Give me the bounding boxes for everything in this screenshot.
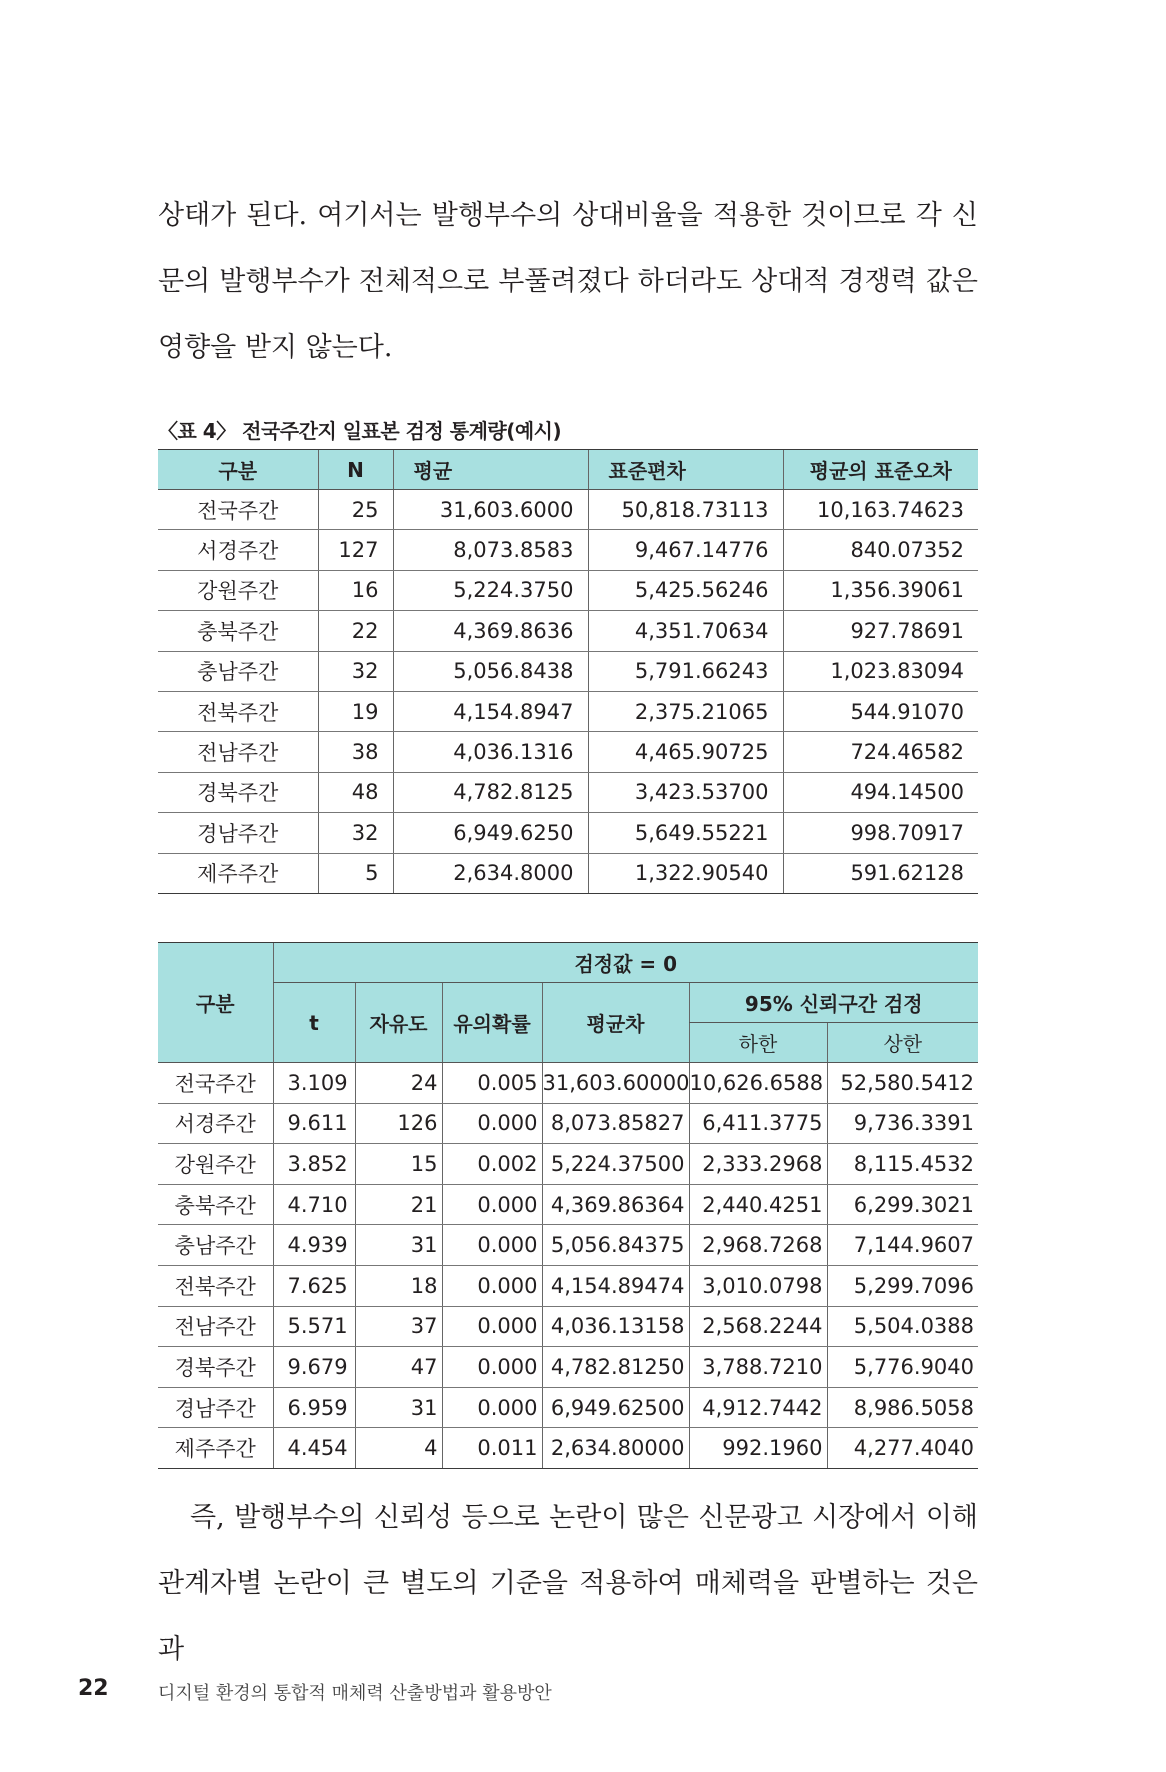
table-cell: 8,115.4532 bbox=[827, 1144, 978, 1185]
table-cell: 0.000 bbox=[442, 1184, 542, 1225]
table-cell: 2,333.2968 bbox=[689, 1144, 827, 1185]
table-cell: 경북주간 bbox=[158, 1347, 273, 1388]
table-cell: 5 bbox=[318, 853, 393, 893]
table-cell: 4,036.13158 bbox=[542, 1306, 689, 1347]
ttest-table bbox=[158, 942, 978, 1469]
table-cell: 4,782.81250 bbox=[542, 1347, 689, 1388]
table-cell: 840.07352 bbox=[783, 530, 978, 570]
table-cell: 4.454 bbox=[273, 1428, 355, 1469]
table-cell: 1,356.39061 bbox=[783, 570, 978, 610]
table-cell: 37 bbox=[355, 1306, 442, 1347]
table-cell: 강원주간 bbox=[158, 570, 318, 610]
table-cell: 8,073.85827 bbox=[542, 1103, 689, 1144]
header-se: 평균의 표준오차 bbox=[783, 450, 978, 490]
table-cell: 0.000 bbox=[442, 1265, 542, 1306]
table-row bbox=[158, 570, 978, 610]
table-cell: 15 bbox=[355, 1144, 442, 1185]
table-cell: 4,912.7442 bbox=[689, 1387, 827, 1428]
table-cell: 3.852 bbox=[273, 1144, 355, 1185]
table-cell: 5,224.3750 bbox=[393, 570, 588, 610]
table-row bbox=[158, 530, 978, 570]
table-cell: 충남주간 bbox=[158, 1225, 273, 1266]
table-cell: 7,144.9607 bbox=[827, 1225, 978, 1266]
table-cell: 24 bbox=[355, 1063, 442, 1104]
table-cell: 충북주간 bbox=[158, 1184, 273, 1225]
table-cell: 992.1960 bbox=[689, 1428, 827, 1469]
table-cell: 2,568.2244 bbox=[689, 1306, 827, 1347]
table-cell: 25 bbox=[318, 490, 393, 530]
table-cell: 3.109 bbox=[273, 1063, 355, 1104]
table-row bbox=[158, 1063, 978, 1104]
table-cell: 494.14500 bbox=[783, 772, 978, 812]
table-cell: 0.000 bbox=[442, 1103, 542, 1144]
header-n: N bbox=[318, 450, 393, 490]
table-cell: 2,375.21065 bbox=[588, 691, 783, 731]
table-cell: 31,603.6000 bbox=[393, 490, 588, 530]
header-test-value: 검정값 = 0 bbox=[273, 943, 978, 983]
table-cell: 5,776.9040 bbox=[827, 1347, 978, 1388]
table-cell: 4,036.1316 bbox=[393, 732, 588, 772]
table-cell: 6,949.6250 bbox=[393, 813, 588, 853]
table-cell: 0.005 bbox=[442, 1063, 542, 1104]
table-cell: 4,154.8947 bbox=[393, 691, 588, 731]
table-cell: 5,224.37500 bbox=[542, 1144, 689, 1185]
table-row bbox=[158, 490, 978, 530]
table-caption: 〈표 4〉 전국주간지 일표본 검정 통계량(예시) bbox=[158, 419, 562, 443]
table-cell: 4,154.89474 bbox=[542, 1265, 689, 1306]
table-cell: 4.939 bbox=[273, 1225, 355, 1266]
header-sd: 표준편차 bbox=[588, 450, 783, 490]
table-row bbox=[158, 813, 978, 853]
table-row bbox=[158, 853, 978, 893]
table-cell: 10,163.74623 bbox=[783, 490, 978, 530]
header-lower: 하한 bbox=[689, 1023, 827, 1063]
table-cell: 127 bbox=[318, 530, 393, 570]
table-cell: 9,736.3391 bbox=[827, 1103, 978, 1144]
table-cell: 충북주간 bbox=[158, 611, 318, 651]
table-row bbox=[158, 611, 978, 651]
body-paragraph-2: 즉, 발행부수의 신뢰성 등으로 논란이 많은 신문광고 시장에서 이해관계자별 논란이 큰 별도의 기준을 적용하여 매체력을 판별하는 것은 과 bbox=[158, 1502, 978, 1665]
table-cell: 591.62128 bbox=[783, 853, 978, 893]
table-cell: 0.000 bbox=[442, 1306, 542, 1347]
table-cell: 4,369.8636 bbox=[393, 611, 588, 651]
table-cell: 5,791.66243 bbox=[588, 651, 783, 691]
table-cell: 31,603.60000 bbox=[542, 1063, 689, 1104]
table-row bbox=[158, 1306, 978, 1347]
table-row bbox=[158, 1265, 978, 1306]
table-row bbox=[158, 691, 978, 731]
header-mean: 평균 bbox=[393, 450, 588, 490]
table-row bbox=[158, 1225, 978, 1266]
table-cell: 9.679 bbox=[273, 1347, 355, 1388]
table-cell: 경남주간 bbox=[158, 1387, 273, 1428]
table-cell: 1,023.83094 bbox=[783, 651, 978, 691]
table-cell: 7.625 bbox=[273, 1265, 355, 1306]
table-header-row bbox=[158, 983, 978, 1023]
table-cell: 경남주간 bbox=[158, 813, 318, 853]
table-cell: 5.571 bbox=[273, 1306, 355, 1347]
table-cell: 서경주간 bbox=[158, 1103, 273, 1144]
header-t: t bbox=[273, 983, 355, 1063]
running-title: 디지털 환경의 통합적 매체력 산출방법과 활용방안 bbox=[158, 1683, 552, 1704]
table-cell: 47 bbox=[355, 1347, 442, 1388]
table-cell: 2,440.4251 bbox=[689, 1184, 827, 1225]
table-cell: 제주주간 bbox=[158, 853, 318, 893]
table-cell: 8,986.5058 bbox=[827, 1387, 978, 1428]
table-row bbox=[158, 1428, 978, 1469]
table-cell: 4,369.86364 bbox=[542, 1184, 689, 1225]
table-cell: 경북주간 bbox=[158, 772, 318, 812]
table-cell: 강원주간 bbox=[158, 1144, 273, 1185]
table-cell: 32 bbox=[318, 651, 393, 691]
table-cell: 38 bbox=[318, 732, 393, 772]
table-cell: 126 bbox=[355, 1103, 442, 1144]
table-cell: 9,467.14776 bbox=[588, 530, 783, 570]
table-cell: 전북주간 bbox=[158, 691, 318, 731]
table-cell: 1,322.90540 bbox=[588, 853, 783, 893]
table-cell: 5,504.0388 bbox=[827, 1306, 978, 1347]
table-cell: 52,580.5412 bbox=[827, 1063, 978, 1104]
table-cell: 전북주간 bbox=[158, 1265, 273, 1306]
table-cell: 10,626.6588 bbox=[689, 1063, 827, 1104]
table-cell: 5,299.7096 bbox=[827, 1265, 978, 1306]
table-header-row bbox=[158, 943, 978, 983]
table-cell: 5,649.55221 bbox=[588, 813, 783, 853]
table-cell: 18 bbox=[355, 1265, 442, 1306]
table-cell: 5,056.84375 bbox=[542, 1225, 689, 1266]
table-cell: 전국주간 bbox=[158, 490, 318, 530]
table-cell: 48 bbox=[318, 772, 393, 812]
table-cell: 6.959 bbox=[273, 1387, 355, 1428]
table-cell: 3,010.0798 bbox=[689, 1265, 827, 1306]
table-cell: 0.000 bbox=[442, 1387, 542, 1428]
table-cell: 6,299.3021 bbox=[827, 1184, 978, 1225]
table-cell: 2,968.7268 bbox=[689, 1225, 827, 1266]
table-cell: 전국주간 bbox=[158, 1063, 273, 1104]
table-cell: 4,277.4040 bbox=[827, 1428, 978, 1469]
table-cell: 4.710 bbox=[273, 1184, 355, 1225]
table-cell: 4,782.8125 bbox=[393, 772, 588, 812]
table-cell: 4 bbox=[355, 1428, 442, 1469]
table-header-row bbox=[158, 450, 978, 490]
table-row bbox=[158, 772, 978, 812]
table-cell: 19 bbox=[318, 691, 393, 731]
table-cell: 전남주간 bbox=[158, 1306, 273, 1347]
header-df: 자유도 bbox=[355, 983, 442, 1063]
table-cell: 8,073.8583 bbox=[393, 530, 588, 570]
table-row bbox=[158, 732, 978, 772]
header-upper: 상한 bbox=[827, 1023, 978, 1063]
table-cell: 충남주간 bbox=[158, 651, 318, 691]
table-cell: 서경주간 bbox=[158, 530, 318, 570]
header-ci: 95% 신뢰구간 검정 bbox=[689, 983, 978, 1023]
header-mean-diff: 평균차 bbox=[542, 983, 689, 1063]
table-row bbox=[158, 1103, 978, 1144]
table-cell: 2,634.80000 bbox=[542, 1428, 689, 1469]
table-row bbox=[158, 1184, 978, 1225]
table-cell: 32 bbox=[318, 813, 393, 853]
table-cell: 전남주간 bbox=[158, 732, 318, 772]
table-cell: 4,465.90725 bbox=[588, 732, 783, 772]
table-cell: 22 bbox=[318, 611, 393, 651]
stats-table bbox=[158, 449, 978, 894]
table-cell: 31 bbox=[355, 1387, 442, 1428]
table-cell: 0.000 bbox=[442, 1225, 542, 1266]
table-cell: 21 bbox=[355, 1184, 442, 1225]
table-cell: 0.000 bbox=[442, 1347, 542, 1388]
table-row bbox=[158, 1387, 978, 1428]
table-cell: 4,351.70634 bbox=[588, 611, 783, 651]
body-paragraph-1: 상태가 된다. 여기서는 발행부수의 상대비율을 적용한 것이므로 각 신문의 발행부수가 전체적으로 부풀려졌다 하더라도 상대적 경쟁력 값은 영향을 받지 않는다. bbox=[158, 200, 978, 363]
table-row bbox=[158, 1144, 978, 1185]
table-cell: 6,411.3775 bbox=[689, 1103, 827, 1144]
header-group: 구분 bbox=[158, 450, 318, 490]
table-cell: 31 bbox=[355, 1225, 442, 1266]
table-cell: 9.611 bbox=[273, 1103, 355, 1144]
table-cell: 제주주간 bbox=[158, 1428, 273, 1469]
table-cell: 927.78691 bbox=[783, 611, 978, 651]
table-cell: 998.70917 bbox=[783, 813, 978, 853]
table-cell: 16 bbox=[318, 570, 393, 610]
table-row bbox=[158, 651, 978, 691]
table-cell: 5,425.56246 bbox=[588, 570, 783, 610]
table-cell: 3,423.53700 bbox=[588, 772, 783, 812]
table-cell: 724.46582 bbox=[783, 732, 978, 772]
table-cell: 544.91070 bbox=[783, 691, 978, 731]
table-cell: 2,634.8000 bbox=[393, 853, 588, 893]
header-p: 유의확률 bbox=[442, 983, 542, 1063]
page-number: 22 bbox=[78, 1676, 109, 1701]
table-cell: 0.011 bbox=[442, 1428, 542, 1469]
table-cell: 0.002 bbox=[442, 1144, 542, 1185]
header-group: 구분 bbox=[158, 943, 273, 1063]
table-cell: 50,818.73113 bbox=[588, 490, 783, 530]
table-cell: 6,949.62500 bbox=[542, 1387, 689, 1428]
table-row bbox=[158, 1347, 978, 1388]
table-cell: 3,788.7210 bbox=[689, 1347, 827, 1388]
table-cell: 5,056.8438 bbox=[393, 651, 588, 691]
